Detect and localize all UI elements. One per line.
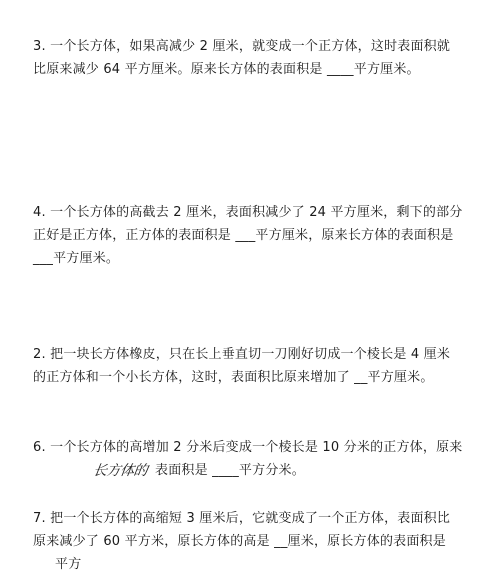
problem-4-line-3: ___平方厘米。 <box>33 251 120 266</box>
problem-7-line-1: 7. 把一个长方体的高缩短 3 厘米后，它就变成了一个正方体，表面积比 <box>33 511 451 526</box>
problem-3-line-2: 比原来减少 64 平方厘米。原来长方体的表面积是 ____平方厘米。 <box>33 62 420 77</box>
problem-4-line-2: 正好是正方体，正方体的表面积是 ___平方厘米，原来长方体的表面积是 <box>33 228 454 243</box>
problem-4 <box>33 201 473 270</box>
problem-2 <box>33 343 473 389</box>
problem-6-line-1: 6. 一个长方体的高增加 2 分米后变成一个棱长是 10 分米的正方体，原来 <box>33 440 463 455</box>
problem-7-line-3-text: 平方 <box>55 557 82 572</box>
handwritten-text: 长方体的 <box>91 463 149 479</box>
problem-6-line-2 <box>33 459 473 482</box>
problem-4-line-1: 4. 一个长方体的高截去 2 厘米，表面积减少了 24 平方厘米，剩下的部分 <box>33 205 463 220</box>
problem-2-line-1: 2. 把一块长方体橡皮，只在长上垂直切一刀刚好切成一个棱长是 4 厘米 <box>33 347 451 362</box>
problem-6 <box>33 436 473 482</box>
problem-7-line-3-cut <box>33 553 473 572</box>
handwritten-correction <box>93 459 155 482</box>
problem-3 <box>33 35 473 81</box>
problem-7 <box>33 507 473 572</box>
problem-3-line-1: 3. 一个长方体，如果高减少 2 厘米，就变成一个正方体，这时表面积就 <box>33 39 451 54</box>
problem-7-line-2: 原来减少了 60 平方米，原长方体的高是 __厘米，原长方体的表面积是 <box>33 534 446 549</box>
problem-6-line-2-text: 表面积是 ____平方分米。 <box>155 463 305 478</box>
problem-2-line-2: 的正方体和一个小长方体，这时，表面积比原来增加了 __平方厘米。 <box>33 370 434 385</box>
